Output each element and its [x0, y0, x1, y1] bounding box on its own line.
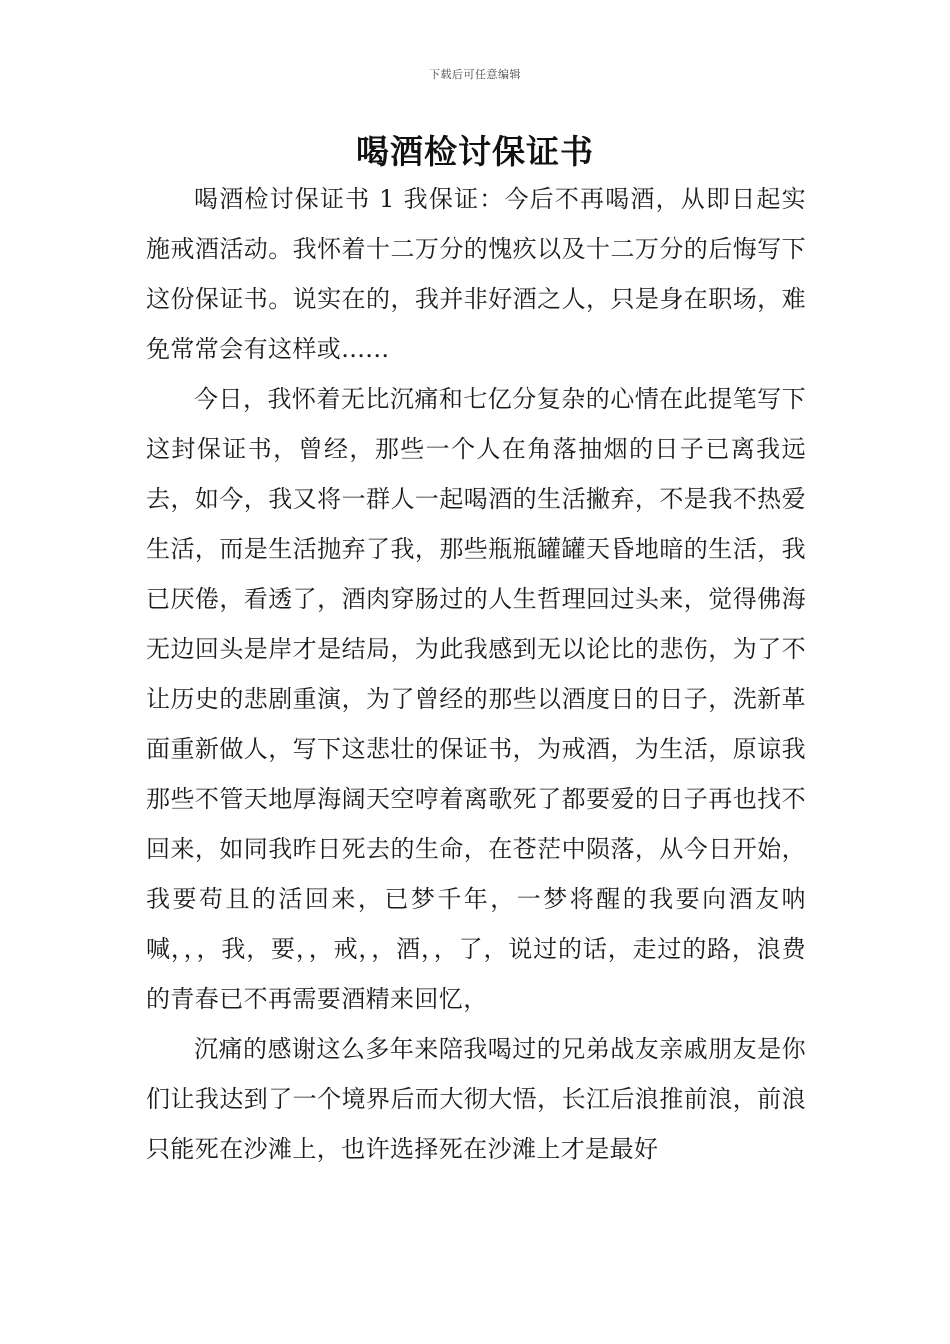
document-title: 喝酒检讨保证书 [356, 132, 594, 171]
document-body [146, 174, 806, 1174]
paragraph-3: 沉痛的感谢这么多年来陪我喝过的兄弟战友亲戚朋友是你们让我达到了一个境界后而大彻大悟，长江后浪推前浪，前浪只能死在沙滩上，也许选择死在沙滩上才是最好 [146, 1035, 806, 1163]
paragraph-1: 喝酒检讨保证书 1 我保证：今后不再喝酒，从即日起实施戒酒活动。我怀着十二万分的愧疚以及十二万分的后悔写下这份保证书。说实在的，我并非好酒之人，只是身在职场，难免常常会有这样或...... [146, 185, 806, 363]
header-note: 下载后可任意编辑 [429, 68, 521, 81]
paragraph-2: 今日，我怀着无比沉痛和七亿分复杂的心情在此提笔写下这封保证书，曾经，那些一个人在角落抽烟的日子已离我远去，如今，我又将一群人一起喝酒的生活撇弃，不是我不热爱生活，而是生活抛弃了我，那些瓶瓶罐罐天昏地暗的生活，我已厌倦，看透了，酒肉穿肠过的人生哲理回过头来，觉得佛海无边回头是岸才是结局，为此我感到无以论比的悲伤，为了不让历史的悲剧重演，为了曾经的那些以酒度日的日子，洗新革面重新做人，写下这悲壮的保证书，为戒酒，为生活，原谅我那些不管天地厚海阔天空哼着离歌死了都要爱的日子再也找不回来，如同我昨日死去的生命，在苍茫中陨落，从今日开始，我要苟且的活回来，已梦千年，一梦将醒的我要向酒友呐喊，，，我，要，，戒，，酒，，了，说过的话，走过的路，浪费的青春已不再需要酒精来回忆， [146, 385, 806, 1013]
